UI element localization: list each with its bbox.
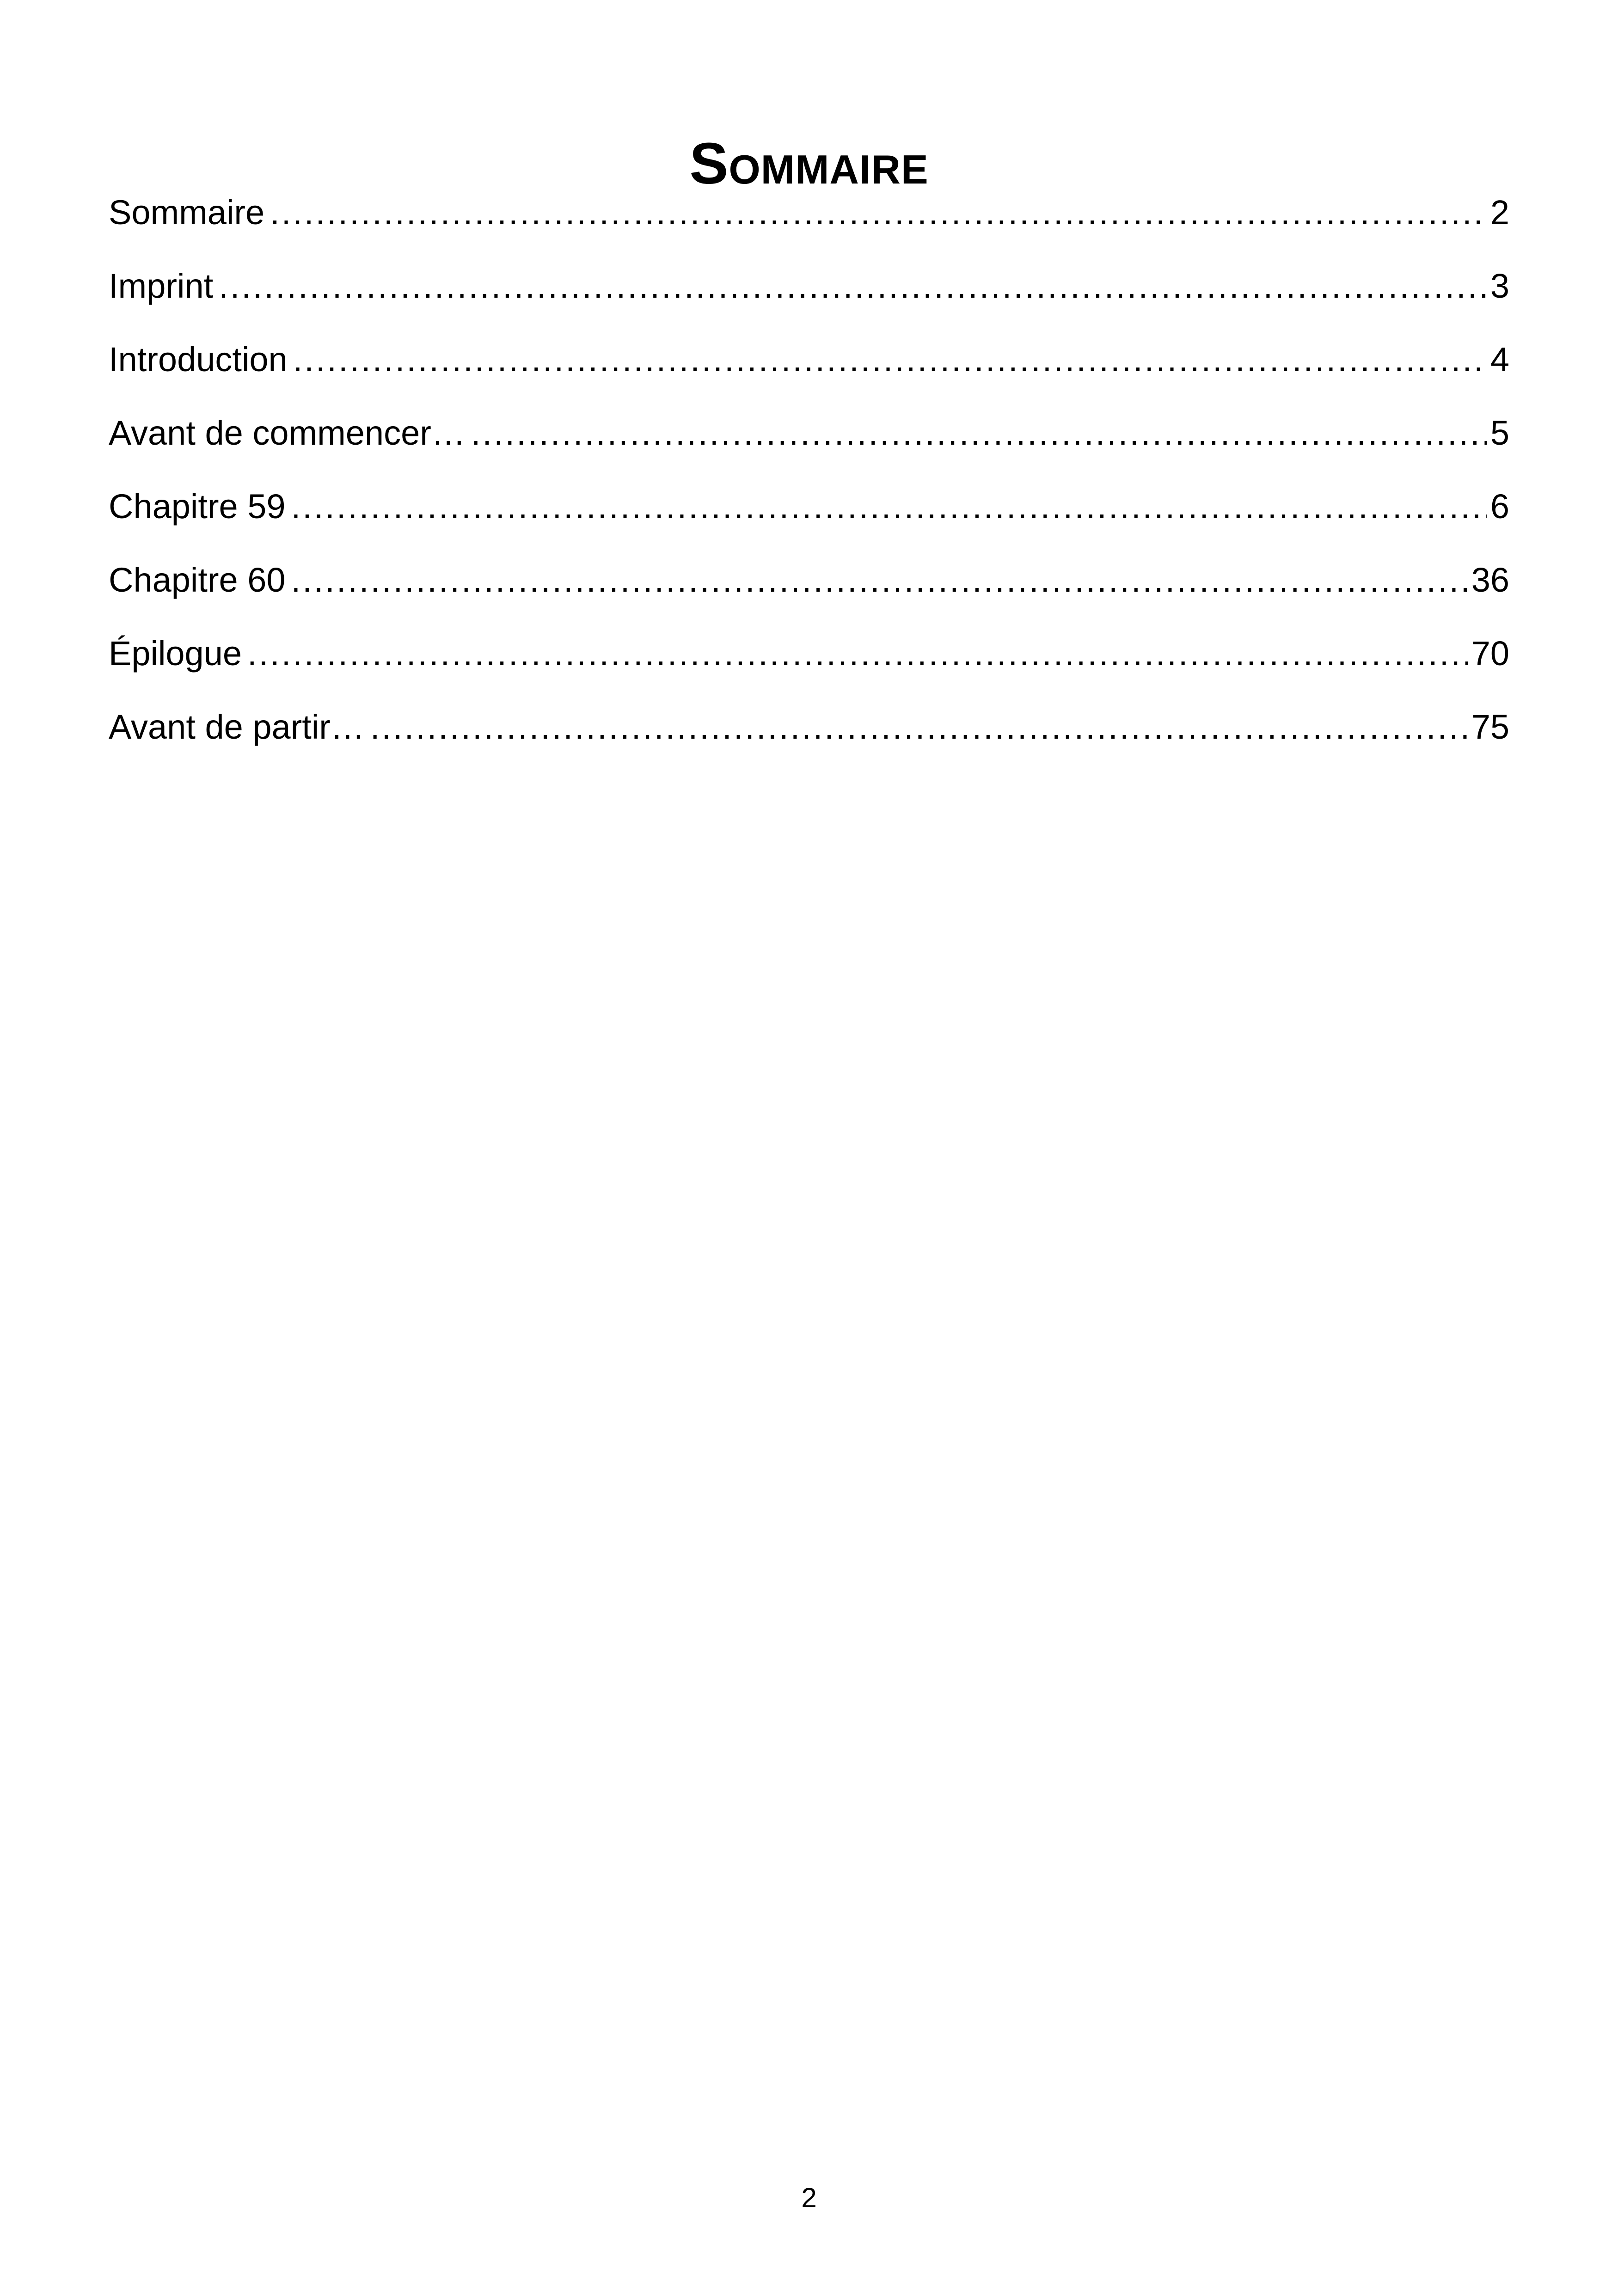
toc-entry-chapitre-59[interactable] <box>109 479 1509 552</box>
toc-entry-avant-de-commencer[interactable] <box>109 405 1509 479</box>
toc-entry-label: Sommaire <box>109 193 265 232</box>
toc-entry-page: 3 <box>1490 267 1509 305</box>
toc-entry-chapitre-60[interactable] <box>109 552 1509 626</box>
toc-entry-sommaire[interactable] <box>109 185 1509 258</box>
toc-entry-label: Avant de partir… <box>109 708 365 746</box>
toc-leader-dots <box>471 405 1487 461</box>
toc-leader-dots <box>219 258 1487 314</box>
toc-entry-label: Avant de commencer… <box>109 414 466 452</box>
toc-entry-imprint[interactable] <box>109 258 1509 332</box>
toc-entry-label: Chapitre 60 <box>109 561 286 599</box>
toc-leader-dots <box>270 185 1487 240</box>
table-of-contents <box>109 185 1509 773</box>
toc-leader-dots <box>293 332 1487 387</box>
toc-leader-dots <box>291 552 1468 608</box>
toc-entry-page: 70 <box>1471 634 1509 673</box>
toc-entry-label: Chapitre 59 <box>109 487 286 526</box>
toc-leader-dots <box>370 699 1468 755</box>
toc-entry-page: 4 <box>1490 340 1509 379</box>
page-title: Sommaire <box>689 131 929 196</box>
toc-entry-page: 2 <box>1490 193 1509 232</box>
toc-entry-label: Imprint <box>109 267 214 305</box>
toc-entry-introduction[interactable] <box>109 332 1509 405</box>
toc-entry-label: Introduction <box>109 340 288 379</box>
toc-entry-page: 36 <box>1471 561 1509 599</box>
toc-leader-dots <box>291 479 1487 534</box>
toc-entry-page: 5 <box>1490 414 1509 452</box>
toc-leader-dots <box>247 626 1468 681</box>
toc-entry-page: 6 <box>1490 487 1509 526</box>
toc-entry-epilogue[interactable] <box>109 626 1509 699</box>
page-number: 2 <box>801 2182 817 2213</box>
toc-entry-label: Épilogue <box>109 634 242 673</box>
toc-entry-page: 75 <box>1471 708 1509 746</box>
toc-entry-avant-de-partir[interactable] <box>109 699 1509 773</box>
